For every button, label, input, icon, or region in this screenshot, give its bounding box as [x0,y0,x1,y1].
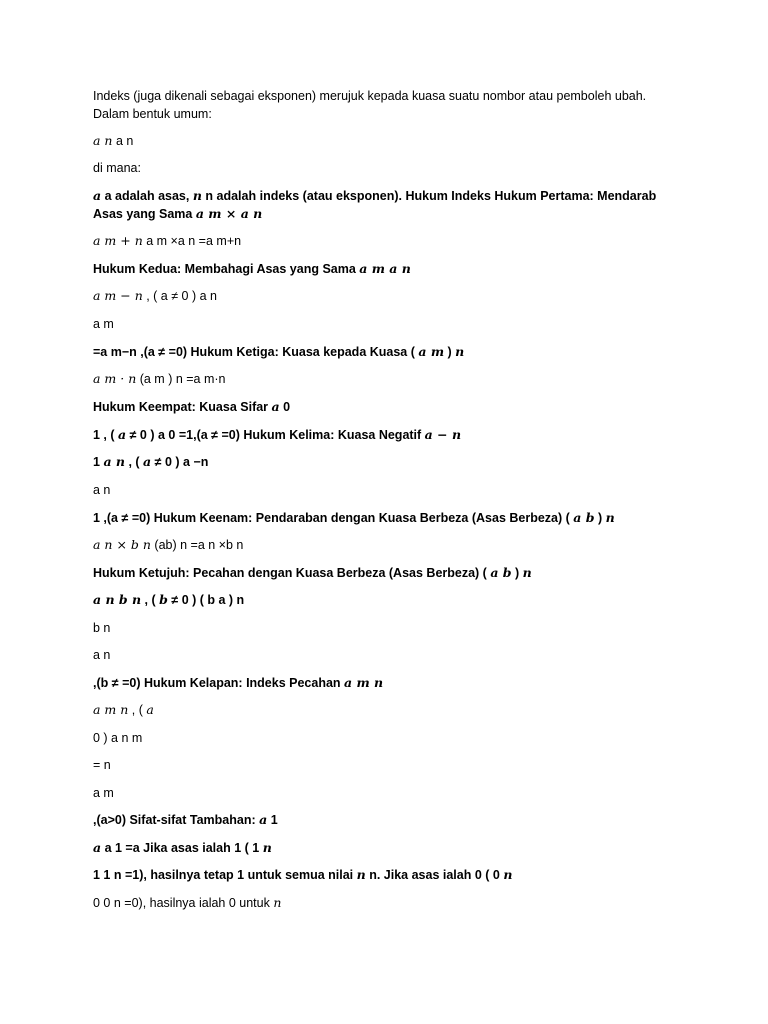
law5-formula [93,454,208,470]
law5-fraction-line [93,482,110,498]
law7-b: b [159,592,168,607]
law8-line-3 [93,757,111,773]
law5-fraction-text: a n [93,483,111,497]
law1-formula [93,233,241,249]
extra-1-n: n [262,840,272,855]
law6-heading-n: n [605,510,615,525]
formula-math: a n [93,133,113,148]
definition-text-1: a adalah asas, [101,189,193,203]
extra-2-text-2: n. Jika asas ialah 0 ( 0 [365,868,504,882]
law4-heading-text-2: 0 [279,400,291,414]
law5-heading-text: 1 , ( [93,428,119,442]
law7-text-1: , ( [141,593,160,607]
extra-2-text: 1 1 n =1), hasilnya tetap 1 untuk semua nilai [93,868,357,882]
law3-heading-n: n [455,344,465,359]
law8-text-3: = n [93,758,111,772]
law8-text-2: 0 ) a n m [93,731,143,745]
law8-text-4: a m [93,786,114,800]
law8-a: a [146,702,154,717]
formula-text: a n [112,134,134,148]
law7-heading [93,565,532,581]
law7-heading-text-2: ) [511,566,523,580]
law5-text-1: 1 [93,455,104,469]
law8-heading-math: a m n [344,675,384,690]
law8-heading [93,675,383,691]
law2-fraction-line [93,316,114,332]
law5-text-2: , ( [124,455,144,469]
law8-formula [93,702,154,718]
law7-heading-text: Hukum Ketujuh: Pecahan dengan Kuasa Berbeza (Asas Berbeza) ( [93,566,491,580]
extra-2-n: n [356,867,366,882]
law8-heading-text: ,(b ≠ =0) Hukum Kelapan: Indeks Pecahan [93,676,345,690]
general-form-label [93,106,212,122]
law5-math: a n [103,454,125,469]
law4-heading-text: Hukum Keempat: Kuasa Sifar [93,400,272,414]
symbol-n: n [192,188,202,203]
law6-heading-math: a b [573,510,595,525]
extra-heading-text-2: 1 [267,813,278,827]
general-form-formula [93,133,133,149]
definition-text-2: n adalah indeks (atau eksponen). Hukum Indeks Hukum Pertama: Mendarab [201,189,657,203]
law1-text: a m ×a n =a m+n [142,234,242,248]
law6-formula [93,537,243,553]
law2-heading [93,261,411,277]
law1-math: a m + n [93,233,143,248]
symbol-a: a [93,188,102,203]
law7-formula [93,592,244,608]
law7-fraction-line-1 [93,620,110,636]
law7-heading-n: n [522,565,532,580]
extra-heading-text: ,(a>0) Sifat-sifat Tambahan: [93,813,260,827]
law8-text: , ( [128,703,147,717]
law2-fraction-text: a m [93,317,114,331]
law6-heading-text: 1 ,(a ≠ =0) Hukum Keenam: Pendaraban dengan Kuasa Berbeza (Asas Berbeza) ( [93,511,574,525]
extra-property-2 [93,867,512,883]
intro-line [93,88,646,104]
definition-line [93,188,656,204]
extra-property-3 [93,895,281,911]
law6-math: a n × b n [93,537,151,552]
where-text: di mana: [93,161,141,175]
extra-2-n2: n [503,867,513,882]
law3-formula [93,371,226,387]
law2-formula [93,288,217,304]
law4-heading-math: a [271,399,280,414]
law1-heading [93,206,262,222]
law5-heading-a: a [118,427,127,442]
extra-heading-a: a [259,812,268,827]
law2-math: a m − n [93,288,143,303]
law3-heading-text-2: ) [444,345,456,359]
law3-heading-text: =a m−n ,(a ≠ =0) Hukum Ketiga: Kuasa kepada Kuasa ( [93,345,419,359]
intro-text: Indeks (juga dikenali sebagai eksponen) merujuk kepada kuasa suatu nombor atau pemboleh ubah. [93,89,647,103]
law1-heading-math: a m × a n [195,206,263,221]
law3-heading-math: a m [418,344,445,359]
law6-heading [93,510,615,526]
law5-a: a [143,454,152,469]
law3-heading [93,344,464,360]
where-label [93,160,141,176]
law3-text: (a m ) n =a m·n [136,372,226,386]
extra-1-a: a [93,840,102,855]
law3-math: a m · n [93,371,137,386]
law6-text: (ab) n =a n ×b n [150,538,244,552]
law5-heading-text-2: ≠ 0 ) a 0 =1,(a ≠ =0) Hukum Kelima: Kuasa Negatif [126,428,425,442]
law5-heading [93,427,461,443]
law8-line-2 [93,730,142,746]
law5-text-3: ≠ 0 ) a −n [151,455,209,469]
extra-3-n: n [273,895,282,910]
extra-1-text: a 1 =a Jika asas ialah 1 ( 1 [101,841,263,855]
law2-text: , ( a ≠ 0 ) a n [142,289,217,303]
law7-fraction-text-1: b n [93,621,111,635]
general-form-text: Dalam bentuk umum: [93,107,212,121]
law6-heading-text-2: ) [594,511,606,525]
extra-properties-heading [93,812,278,828]
law8-math: a m n [93,702,129,717]
extra-property-1 [93,840,272,856]
law2-heading-text: Hukum Kedua: Membahagi Asas yang Sama [93,262,360,276]
law7-fraction-text-2: a n [93,648,111,662]
law8-line-4 [93,785,114,801]
law4-heading [93,399,290,415]
law7-fraction-line-2 [93,647,110,663]
law5-heading-math: a − n [424,427,462,442]
law2-heading-math: a m a n [359,261,411,276]
law7-math: a n b n [93,592,142,607]
law7-text-2: ≠ 0 ) ( b a ) n [167,593,245,607]
law1-heading-text: Asas yang Sama [93,207,196,221]
extra-3-text: 0 0 n =0), hasilnya ialah 0 untuk [93,896,274,910]
law7-heading-math: a b [490,565,512,580]
